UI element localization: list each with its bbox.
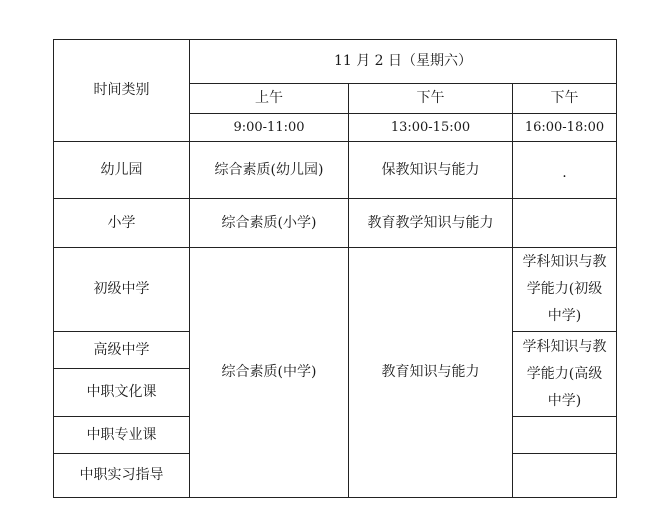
row-label: 中职专业课 — [86, 426, 157, 443]
subject-cell — [513, 248, 617, 332]
table-row-junior — [54, 248, 617, 332]
period-cell-2 — [349, 84, 513, 114]
subject-text: 学科知识与教学能力(高级中学) — [522, 338, 607, 409]
row-label-cell — [54, 454, 190, 498]
subject-text: 综合素质(中学) — [221, 364, 317, 380]
subject-cell-secondary-shared — [349, 248, 513, 498]
row-label: 高级中学 — [93, 341, 150, 358]
period-label: 下午 — [416, 90, 445, 106]
row-label: 小学 — [107, 214, 136, 231]
row-label: 幼儿园 — [100, 161, 143, 178]
subject-text: 综合素质(小学) — [221, 214, 317, 231]
subject-cell — [513, 454, 617, 498]
row-label-cell — [54, 248, 190, 332]
subject-cell — [513, 199, 617, 248]
subject-cell-secondary-shared — [190, 248, 349, 498]
date-header-cell — [190, 40, 617, 84]
row-label-cell — [54, 199, 190, 248]
time-cell-1 — [190, 114, 349, 142]
table-row-primary — [54, 199, 617, 248]
row-label-cell — [54, 417, 190, 454]
category-header-label: 时间类别 — [93, 82, 150, 98]
time-range: 13:00-15:00 — [390, 120, 471, 135]
row-label-cell — [54, 142, 190, 199]
time-range: 16:00-18:00 — [524, 120, 605, 135]
subject-cell — [513, 417, 617, 454]
period-cell-3 — [513, 84, 617, 114]
subject-text: 保教知识与能力 — [381, 161, 480, 178]
period-label: 上午 — [255, 90, 283, 106]
subject-cell — [349, 199, 513, 248]
time-range: 9:00-11:00 — [233, 120, 305, 135]
subject-cell — [513, 142, 617, 199]
subject-text: 学科知识与教学能力(初级中学) — [522, 254, 607, 324]
row-label: 中职实习指导 — [79, 467, 164, 483]
subject-cell — [190, 199, 349, 248]
period-label: 下午 — [550, 90, 579, 106]
subject-text: 综合素质(幼儿园) — [214, 161, 324, 178]
row-label-cell — [54, 369, 190, 417]
row-label: 初级中学 — [93, 281, 150, 297]
period-cell-1 — [190, 84, 349, 114]
category-header-cell — [54, 40, 190, 142]
subject-text: . — [562, 164, 567, 181]
exam-date: 11 月 2 日（星期六） — [333, 53, 473, 69]
time-cell-2 — [349, 114, 513, 142]
subject-cell — [349, 142, 513, 199]
exam-schedule-table — [53, 39, 617, 498]
row-label: 中职文化课 — [86, 384, 157, 400]
table-row-kindergarten — [54, 142, 617, 199]
header-row-date — [54, 40, 617, 84]
row-label-cell — [54, 332, 190, 369]
subject-cell — [513, 332, 617, 417]
subject-text: 教育知识与能力 — [381, 364, 480, 380]
subject-cell — [190, 142, 349, 199]
time-cell-3 — [513, 114, 617, 142]
subject-text: 教育教学知识与能力 — [367, 214, 494, 231]
